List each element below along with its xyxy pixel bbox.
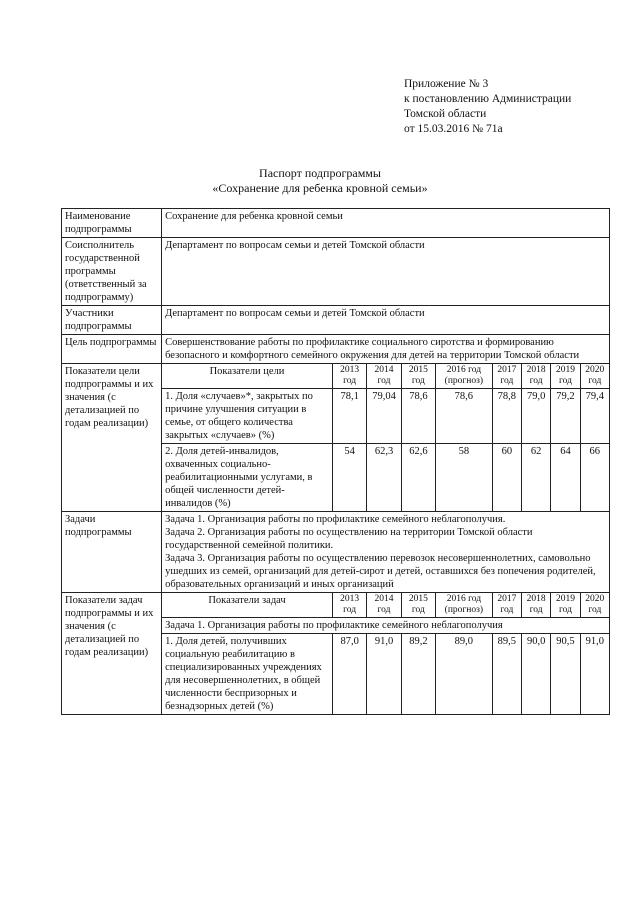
table-row [62,335,610,364]
tasks-list [162,512,610,593]
indicator-value: 78,6 [436,389,493,444]
title-line: «Сохранение для ребенка кровной семьи» [212,181,428,195]
row-label: Наименование подпрограммы [62,209,162,238]
table-row [62,512,610,593]
indicator-value: 62,6 [401,444,435,512]
row-label: Показатели задач подпрограммы и их значения (с детализацией по годам реализации) [62,593,162,715]
table-row [62,209,610,238]
year-header: 2016 год (прогноз) [436,364,493,389]
appendix-line: Томской области [404,108,487,120]
indicator-value: 58 [436,444,493,512]
indicator-value: 54 [332,444,366,512]
task-subheader: Задача 1. Организация работы по профилактике семейного неблагополучия [162,618,610,634]
appendix-line: к постановлению Администрации [404,93,572,105]
row-value: Сохранение для ребенка кровной семьи [162,209,610,238]
row-label: Задачи подпрограммы [62,512,162,593]
task-item: Задача 2. Организация работы по осуществлению на территории Томской области государственной семейной политики. [165,527,533,551]
column-header: Показатели цели [162,364,333,389]
indicator-value: 62,3 [367,444,401,512]
year-header: 2019 год [551,593,580,618]
year-header: 2017 год [492,364,521,389]
year-header: 2018 год [521,593,550,618]
indicator-value: 87,0 [332,634,366,715]
indicator-value: 91,0 [580,634,609,715]
indicator-value: 89,2 [401,634,435,715]
indicator-value: 78,6 [401,389,435,444]
indicator-value: 90,0 [521,634,550,715]
table-row [62,364,610,389]
indicator-name: 1. Доля «случаев»*, закрытых по причине улучшения ситуации в семье, от общего количества закрытых «случаев» (%) [162,389,333,444]
year-header: 2013 год [332,364,366,389]
year-header: 2014 год [367,364,401,389]
appendix-line: от 15.03.2016 № 71а [404,123,503,135]
indicator-value: 62 [521,444,550,512]
indicator-value: 78,1 [332,389,366,444]
year-header: 2015 год [401,593,435,618]
indicator-value: 64 [551,444,580,512]
year-header: 2019 год [551,364,580,389]
row-label: Участники подпрограммы [62,306,162,335]
title-line: Паспорт подпрограммы [259,166,381,180]
year-header: 2014 год [367,593,401,618]
indicator-value: 78,8 [492,389,521,444]
passport-table [61,208,610,715]
indicator-value: 89,0 [436,634,493,715]
indicator-value: 79,2 [551,389,580,444]
row-value: Департамент по вопросам семьи и детей Томской области [162,306,610,335]
row-label: Показатели цели подпрограммы и их значения (с детализацией по годам реализации) [62,364,162,512]
year-header: 2015 год [401,364,435,389]
task-item: Задача 3. Организация работы по осуществлению перевозок несовершеннолетних, самовольно ушедших из семей, организаций для детей-сирот и детей, оставшихся без попечения родителей, образовательных организаций и иных организаций [165,553,596,590]
table-row [62,238,610,306]
year-header: 2016 год (прогноз) [436,593,493,618]
year-header: 2020 год [580,593,609,618]
indicator-value: 90,5 [551,634,580,715]
indicator-value: 60 [492,444,521,512]
year-header: 2013 год [332,593,366,618]
indicator-value: 89,5 [492,634,521,715]
year-header: 2017 год [492,593,521,618]
indicator-name: 2. Доля детей-инвалидов, охваченных социально-реабилитационными услугами, в общей численности детей-инвалидов (%) [162,444,333,512]
indicator-value: 66 [580,444,609,512]
indicator-value: 91,0 [367,634,401,715]
task-item: Задача 1. Организация работы по профилактике семейного неблагополучия. [165,514,506,525]
column-header: Показатели задач [162,593,333,618]
year-header: 2018 год [521,364,550,389]
page-title [0,166,640,196]
table-row [62,306,610,335]
row-value: Совершенствование работы по профилактике социального сиротства и формированию безопасного и комфортного семейного окружения для детей на территории Томской области [162,335,610,364]
appendix-line: Приложение № 3 [404,78,489,90]
row-value: Департамент по вопросам семьи и детей Томской области [162,238,610,306]
row-label: Соисполнитель государственной программы (ответственный за подпрограмму) [62,238,162,306]
year-header: 2020 год [580,364,609,389]
row-label: Цель подпрограммы [62,335,162,364]
indicator-value: 79,0 [521,389,550,444]
appendix-block [404,77,624,137]
indicator-name: 1. Доля детей, получивших социальную реабилитацию в специализированных учреждениях для несовершеннолетних, в общей численности беспризорных и безнадзорных детей (%) [162,634,333,715]
table-row [62,593,610,618]
indicator-value: 79,4 [580,389,609,444]
indicator-value: 79,04 [367,389,401,444]
